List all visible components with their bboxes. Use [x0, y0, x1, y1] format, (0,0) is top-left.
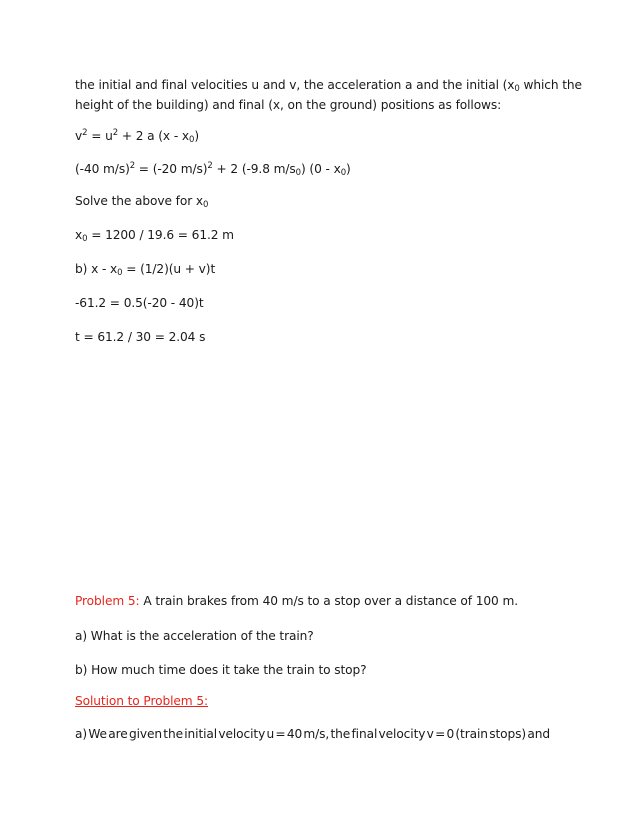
solve-line	[75, 193, 208, 213]
equation-5: -61.2 = 0.5(-20 - 40)t	[75, 296, 204, 310]
equation-3	[75, 227, 234, 247]
eq4-part-a: b) x - x	[75, 262, 118, 276]
eq1-part-a: v	[75, 129, 83, 143]
eq1-sup-b: 2	[112, 128, 119, 138]
solution-word: =	[435, 727, 446, 741]
equation-6: t = 61.2 / 30 = 2.04 s	[75, 330, 206, 344]
solution-word: a)	[75, 727, 88, 741]
question-b: b) How much time does it take the train to stop?	[75, 663, 367, 677]
solution-word: velocity	[218, 727, 266, 741]
eq1-sup-a: 2	[82, 128, 88, 138]
eq1-sub-c: 0	[189, 135, 195, 145]
solution-word: the	[163, 727, 183, 741]
eq1-part-d: )	[194, 129, 199, 143]
solution-word: final	[351, 727, 378, 741]
eq2-part-b: = (-20 m/s)	[135, 162, 208, 176]
intro-text-1: the initial and final velocities u and v, the acceleration a and the initial (x	[75, 78, 515, 92]
solution-word: u	[266, 727, 275, 741]
eq2-part-d: ) (0 - x	[300, 162, 341, 176]
intro-text-1-end: which the	[519, 78, 582, 92]
solution-word: 40	[286, 727, 303, 741]
solution-line-1	[75, 726, 550, 742]
equation-1	[75, 125, 199, 148]
intro-line-2: height of the building) and final (x, on the ground) positions as follows:	[75, 98, 502, 112]
eq4-sub-a: 0	[117, 268, 123, 278]
eq1-part-b: = u	[87, 129, 113, 143]
question-a: a) What is the acceleration of the train?	[75, 629, 314, 643]
eq2-sub-d: 0	[340, 168, 346, 178]
eq1-part-c: + 2 a (x - x	[118, 129, 190, 143]
eq2-sup-a: 2	[129, 161, 136, 171]
equation-4	[75, 261, 215, 281]
eq2-part-c: + 2 (-9.8 m/s	[212, 162, 296, 176]
eq3-part-a: x	[75, 228, 83, 242]
eq4-part-b: = (1/2)(u + v)t	[122, 262, 216, 276]
intro-subscript: 0	[514, 84, 520, 94]
solution-word: are	[108, 727, 128, 741]
solution-word: given	[128, 727, 162, 741]
intro-line-1	[75, 77, 582, 97]
equation-2	[75, 158, 351, 181]
eq2-sup-b: 2	[207, 161, 213, 171]
solution-word: and	[527, 727, 550, 741]
solution-word: initial	[184, 727, 218, 741]
problem-5-label: Problem 5:	[75, 594, 140, 608]
solution-word: the	[330, 727, 351, 741]
solution-word: m/s,	[303, 727, 330, 741]
solution-word: v	[426, 727, 434, 741]
eq3-part-b: = 1200 / 19.6 = 61.2 m	[87, 228, 234, 242]
solution-word: stops)	[489, 727, 527, 741]
eq2-part-a: (-40 m/s)	[75, 162, 130, 176]
solution-heading[interactable]: Solution to Problem 5:	[75, 694, 208, 708]
eq2-part-e: )	[346, 162, 351, 176]
solution-word: (train	[455, 727, 488, 741]
solve-subscript: 0	[203, 200, 209, 210]
problem-5-statement	[75, 593, 518, 609]
eq3-sub-a: 0	[82, 234, 88, 244]
solution-word: We	[88, 727, 107, 741]
solve-text: Solve the above for x	[75, 194, 204, 208]
eq2-sub-c: 0	[295, 168, 301, 178]
problem-5-text: A train brakes from 40 m/s to a stop over a distance of 100 m.	[139, 594, 519, 608]
solution-word: velocity	[378, 727, 426, 741]
solution-word: =	[275, 727, 286, 741]
solution-word: 0	[446, 727, 455, 741]
